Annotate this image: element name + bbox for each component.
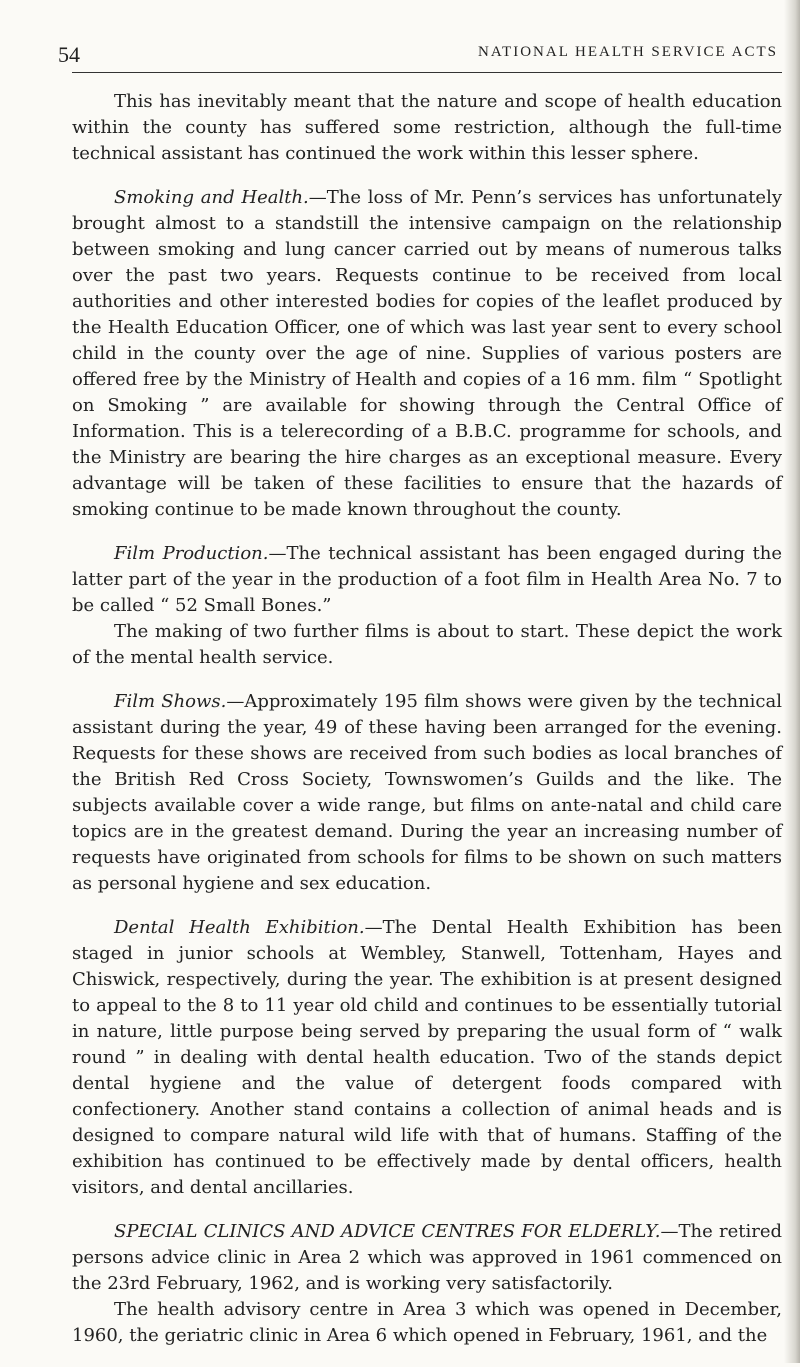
page-header xyxy=(58,36,782,73)
section-heading: Film Shows. xyxy=(114,691,227,712)
paragraph-text: —The loss of Mr. Penn’s services has unfortunately brought almost to a standstill the intensive campaign on the relationship between smoking and lung cancer carried out by means of numerous talks over the past two years. Requests continue to be received from local authorities and other interested bodies for copies of the leaflet produced by the Health Education Officer, one of which was last year sent to every school child in the county over the age of nine. Supplies of various posters are offered free by the Ministry of Health and copies of a 16 mm. film “ Spotlight on Smoking ” are available for showing through the Central Office of Information. This is a telerecording of a B.B.C. programme for schools, and the Ministry are bearing the hire charges as an exceptional measure. Every advantage will be taken of these facilities to ensure that the hazards of smoking continue to be made known throughout the county. xyxy=(72,187,783,520)
section-heading: Dental Health Exhibition. xyxy=(114,917,365,938)
scan-edge-shadow xyxy=(784,0,800,1363)
paragraph-film-production xyxy=(72,541,782,619)
section-heading: Smoking and Health. xyxy=(114,187,309,208)
paragraph-dental-health-exhibition xyxy=(72,915,782,1201)
paragraph-text: —The technical assistant has been engaged during the latter part of the year in the production of a foot film in Health Area No. 7 to be called “ 52 Small Bones.” xyxy=(72,543,782,616)
page-number: 54 xyxy=(58,42,80,67)
paragraph-further-films xyxy=(72,619,782,671)
paragraph-intro xyxy=(72,89,782,167)
paragraph-text: —Approximately 195 film shows were given by the technical assistant during the year, 49 of these having been arranged for the evening. Requests for these shows are received from such bodies as local branches of the British Red Cross Society, Townswomen’s Guilds and the like. The subjects available cover a wide range, but films on ante-natal and child care topics are in the greatest demand. During the year an increasing number of requests have originated from schools for films to be shown on such matters as personal hygiene and sex education. xyxy=(72,691,783,894)
paragraph-text: —The retired persons advice clinic in Area 2 which was approved in 1961 commenced on the 23rd February, 1962, and is working very satisfactorily. xyxy=(72,1221,783,1294)
paragraph-film-shows xyxy=(72,689,782,897)
section-heading: SPECIAL CLINICS AND ADVICE CENTRES FOR ELDERLY. xyxy=(114,1221,661,1242)
body-text xyxy=(72,89,782,1349)
paragraph-special-clinics xyxy=(72,1219,782,1297)
paragraph-text: The making of two further films is about to start. These depict the work of the mental health service. xyxy=(72,621,782,668)
paragraph-health-advisory-centre xyxy=(72,1297,782,1349)
paragraph-text: —The Dental Health Exhibition has been staged in junior schools at Wembley, Stanwell, Tottenham, Hayes and Chiswick, respectively, during the year. The exhibition is at present designed to appeal to the 8 to 11 year old child and continues to be essentially tutorial in nature, little purpose being served by preparing the usual form of “ walk round ” in dealing with dental health education. Two of the stands depict dental hygiene and the value of detergent foods compared with confectionery. Another stand contains a collection of animal heads and is designed to compare natural wild life with that of humans. Staffing of the exhibition has continued to be effectively made by dental officers, health visitors, and dental ancillaries. xyxy=(72,917,782,1198)
paragraph-text: This has inevitably meant that the nature and scope of health education within the county has suffered some restriction, although the full-time technical assistant has continued the work within this lesser sphere. xyxy=(72,91,782,164)
paragraph-text: The health advisory centre in Area 3 which was opened in December, 1960, the geriatric clinic in Area 6 which opened in February, 1961, and the xyxy=(72,1299,782,1346)
running-head: NATIONAL HEALTH SERVICE ACTS xyxy=(478,44,778,60)
section-heading: Film Production. xyxy=(114,543,269,564)
paragraph-smoking-and-health xyxy=(72,185,782,523)
document-page xyxy=(58,36,783,1367)
